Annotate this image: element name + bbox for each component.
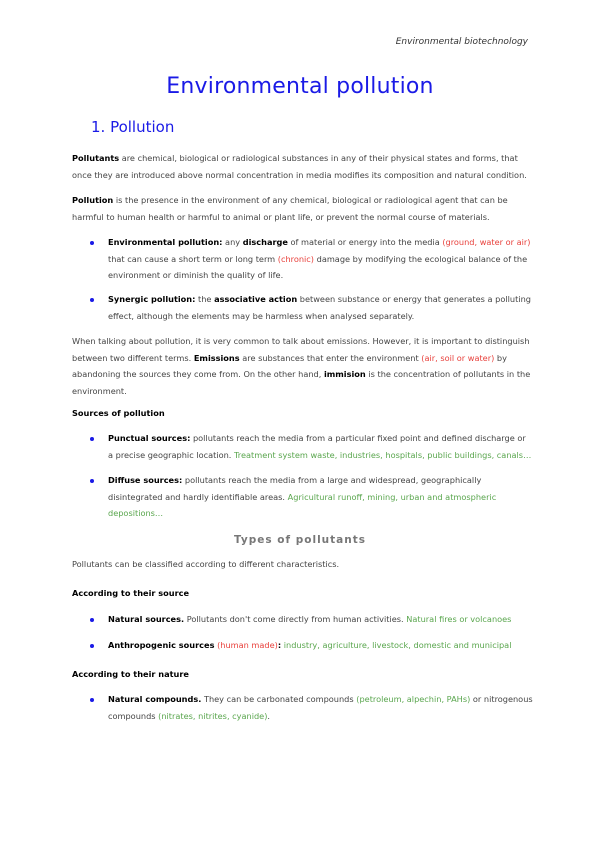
subheading-nature: According to their nature — [72, 669, 189, 679]
term: associative action — [214, 294, 298, 304]
bullet-icon — [90, 437, 94, 441]
text: When talking about pollution, it is very common to talk about emissions. However, it is important to distinguish between two different terms. — [72, 336, 530, 363]
text: pollutants reach the media from a large and widespread, geographically disintegrated and hardly identifiable areas. — [108, 475, 482, 502]
section-heading-pollution: 1. Pollution — [91, 118, 175, 136]
bullet-icon — [90, 618, 94, 622]
term-pollution: Pollution — [72, 195, 114, 205]
text: or nitrogenous compounds — [108, 694, 533, 721]
text: is the presence in the environment of any chemical, biological or radiological agent that can be harmful to human health or harmful to animal or plant life, or prevent the normal course of materials. — [72, 195, 508, 222]
term: discharge — [242, 237, 288, 247]
example: Agricultural runoff, mining, urban and atmospheric depositions… — [108, 491, 497, 518]
term: immision — [323, 369, 366, 379]
term: Synergic pollution: — [108, 294, 196, 304]
text: is the concentration of pollutants in the environment. — [72, 369, 531, 396]
paragraph-classification: Pollutants can be classified according to different characteristics. — [72, 559, 340, 569]
bullet-icon — [90, 698, 94, 702]
example: industry, agriculture, livestock, domestic and municipal — [281, 640, 512, 650]
text: between substance or energy that generates a polluting effect, although the elements may be harmless when analysed separately. — [108, 294, 531, 321]
highlight: (ground, water or air) — [442, 237, 531, 247]
text: the — [195, 294, 215, 304]
paragraph-pollution — [72, 192, 532, 225]
text: damage by modifying the ecological balance of the environment or diminish the quality of life. — [108, 253, 528, 280]
list-item-anthropogenic-sources — [108, 637, 533, 654]
subheading-sources: Sources of pollution — [72, 408, 165, 418]
list-item-natural-sources — [108, 611, 533, 628]
example: Treatment system waste, industries, hospitals, public buildings, canals… — [234, 449, 532, 460]
bullet-icon — [90, 298, 94, 302]
list-item-synergic-pollution — [108, 291, 533, 324]
text: are substances that enter the environment — [239, 352, 422, 363]
term: Emissions — [193, 352, 240, 363]
heading-types-of-pollutants: Types of pollutants — [234, 534, 366, 546]
term-pollutants: Pollutants — [72, 153, 120, 163]
list-item-natural-compounds — [108, 691, 533, 724]
bullet-icon — [90, 241, 94, 245]
text: pollutants reach the media from a particular fixed point and defined discharge or a precise geographic location. — [108, 433, 526, 460]
list-item-environmental-pollution — [108, 234, 533, 284]
text: by abandoning the sources they come from. On the other hand, — [72, 352, 507, 379]
page-title: Environmental pollution — [166, 74, 434, 99]
text: They can be carbonated compounds — [201, 694, 357, 704]
running-header: Environmental biotechnology — [395, 37, 528, 47]
list-item-punctual-sources — [108, 430, 533, 463]
text: of material or energy into the media — [287, 237, 443, 247]
example: Natural fires or volcanoes — [406, 614, 512, 624]
example: (nitrates, nitrites, cyanide) — [158, 710, 268, 721]
term: Environmental pollution: — [108, 237, 223, 247]
paragraph-pollutants — [72, 150, 532, 183]
term: Anthropogenic sources — [108, 640, 215, 650]
text: . — [267, 710, 271, 721]
text: any — [222, 237, 243, 247]
highlight: (human made) — [214, 640, 278, 650]
term: Diffuse sources: — [108, 475, 183, 485]
colon: : — [277, 640, 282, 650]
list-item-diffuse-sources — [108, 472, 533, 522]
term: Natural compounds. — [108, 694, 202, 704]
bullet-icon — [90, 644, 94, 648]
text: are chemical, biological or radiological substances in any of their physical states and forms, that once they are introduced above normal concentration in media modifies its composition and natural condition. — [72, 153, 527, 180]
text: Pollutants don't come directly from human activities. — [184, 614, 407, 624]
term: Punctual sources: — [108, 433, 191, 443]
highlight: (air, soil or water) — [421, 352, 495, 363]
bullet-icon — [90, 479, 94, 483]
subheading-source: According to their source — [72, 588, 190, 598]
term: Natural sources. — [108, 614, 185, 624]
text: that can cause a short term or long term — [108, 253, 278, 264]
paragraph-emissions — [72, 333, 532, 399]
example: (petroleum, alpechin, PAHs) — [356, 694, 471, 704]
highlight: (chronic) — [277, 253, 315, 264]
